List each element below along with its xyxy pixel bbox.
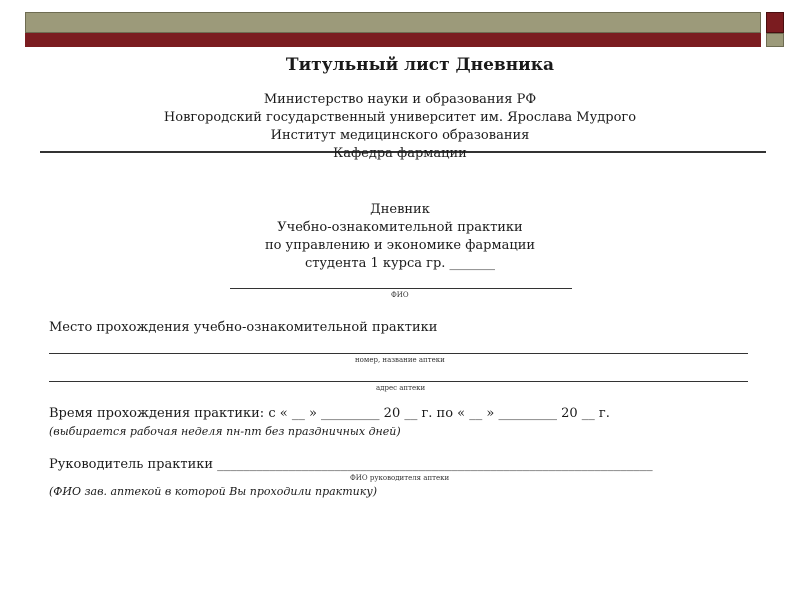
fio-caption: ФИО bbox=[391, 291, 409, 299]
institution-institute: Институт медицинского образования bbox=[270, 128, 530, 143]
practice-place-label: Место прохождения учебно-ознакомительной практики bbox=[49, 320, 438, 335]
pharmacy-name-caption: номер, название аптеки bbox=[355, 356, 445, 364]
institution-university: Новгородский государственный университет им. Ярослава Мудрого bbox=[163, 110, 637, 125]
header-bar-maroon bbox=[25, 33, 761, 47]
page-title: Титульный лист Дневника bbox=[285, 55, 555, 75]
pharmacy-address-line bbox=[49, 381, 748, 382]
supervisor-note: (ФИО зав. аптекой в которой Вы проходили практику) bbox=[49, 485, 377, 498]
diary-title: Дневник bbox=[370, 202, 430, 217]
diary-practice-type: Учебно-ознакомительной практики bbox=[277, 220, 523, 235]
header-square-maroon bbox=[766, 12, 784, 33]
pharmacy-address-caption: адрес аптеки bbox=[376, 384, 426, 392]
fio-line bbox=[230, 288, 572, 289]
supervisor-label: Руководитель практики ___________________________________________________________________ bbox=[49, 457, 653, 472]
practice-time-label: Время прохождения практики: с « __ » _________ 20 __ г. по « __ » _________ 20 __ г. bbox=[49, 406, 610, 421]
institution-ministry: Министерство науки и образования РФ bbox=[263, 92, 537, 107]
pharmacy-name-line bbox=[49, 353, 748, 354]
institution-department: Кафедра фармации bbox=[333, 146, 467, 161]
diary-subject: по управлению и экономике фармации bbox=[264, 238, 536, 253]
header-square-olive bbox=[766, 33, 784, 47]
practice-time-note: (выбирается рабочая неделя пн-пт без праздничных дней) bbox=[49, 425, 401, 438]
supervisor-caption: ФИО руководителя аптеки bbox=[350, 474, 450, 482]
header-bar-olive bbox=[25, 12, 761, 33]
diary-student-group: студента 1 курса гр. _______ bbox=[304, 256, 496, 271]
